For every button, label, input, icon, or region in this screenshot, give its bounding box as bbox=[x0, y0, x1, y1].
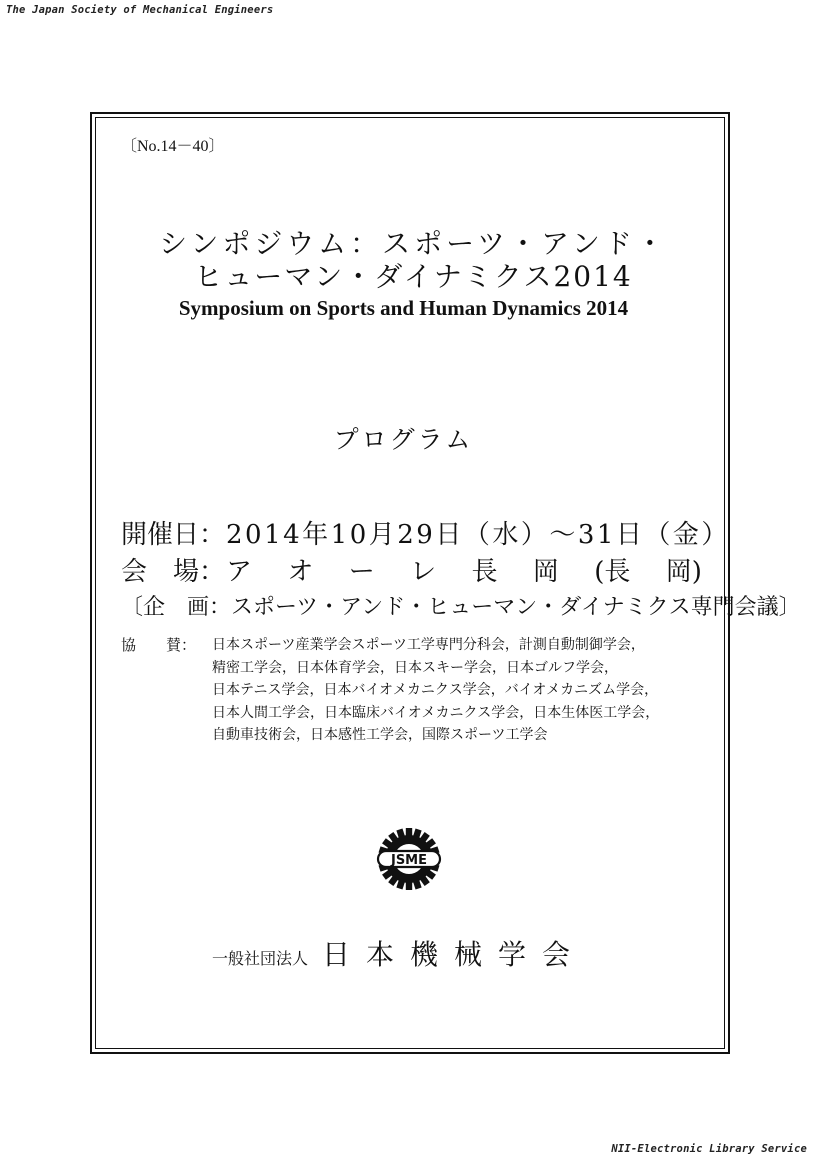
document-number: 〔No.14－40〕 bbox=[121, 138, 225, 155]
sponsor-line: 日本テニス学会，日本バイオメカニクス学会，バイオメカニズム学会， bbox=[212, 682, 659, 698]
sponsor-line: 日本スポーツ産業学会スポーツ工学専門分科会，計測自動制御学会， bbox=[212, 637, 645, 653]
sponsor-list bbox=[212, 634, 659, 747]
sponsor-label: 協 賛： bbox=[121, 636, 197, 654]
date-label: 開催日： bbox=[121, 520, 226, 550]
society-name: 日本機械学会 bbox=[322, 938, 587, 971]
venue-char: 岡) bbox=[665, 557, 702, 587]
sponsor-line: 日本人間工学会，日本臨床バイオメカニクス学会，日本生体医工学会， bbox=[212, 704, 660, 721]
footer-note: NII-Electronic Library Service bbox=[611, 1143, 807, 1155]
society-row bbox=[212, 933, 586, 973]
venue-char: ー bbox=[348, 557, 375, 587]
organizer-row: 〔企 画：スポーツ・アンド・ヒューマン・ダイナミクス専門会議〕 bbox=[121, 595, 801, 620]
title-jp-line-1: シンポジウム：スポーツ・アンド・ bbox=[159, 227, 668, 260]
jsme-gear-logo-icon bbox=[373, 827, 445, 891]
venue-value bbox=[226, 551, 702, 588]
society-prefix: 一般社団法人 bbox=[212, 949, 309, 968]
venue-char: レ bbox=[410, 557, 437, 587]
date-value: 2014年10月29日（水）～31日（金） bbox=[226, 520, 730, 550]
venue-char: 長 bbox=[471, 557, 498, 587]
venue-label: 会 場： bbox=[121, 557, 226, 587]
venue-char: 岡 bbox=[532, 557, 559, 587]
sponsor-line: 精密工学会，日本体育学会，日本スキー学会，日本ゴルフ学会， bbox=[212, 659, 618, 676]
venue-char: オ bbox=[287, 557, 314, 587]
title-en: Symposium on Sports and Human Dynamics 2014 bbox=[178, 296, 629, 320]
sponsor-line: 自動車技術会，日本感性工学会，国際スポーツ工学会 bbox=[212, 727, 548, 743]
venue-char: ア bbox=[226, 557, 253, 587]
venue-char: (長 bbox=[594, 557, 631, 587]
program-heading: プログラム bbox=[333, 425, 474, 454]
logo-text: JSME bbox=[390, 853, 428, 868]
title-jp-line-2: ヒューマン・ダイナミクス2014 bbox=[194, 260, 633, 293]
header-note: The Japan Society of Mechanical Engineers bbox=[6, 4, 274, 16]
